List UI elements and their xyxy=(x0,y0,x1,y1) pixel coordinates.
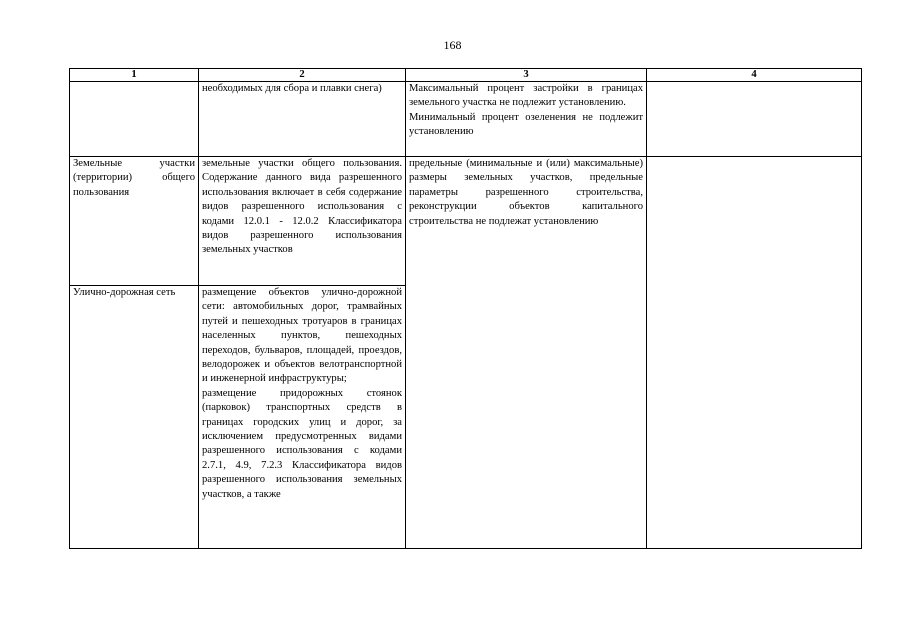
table-header-row xyxy=(70,69,862,82)
row1-col3-paragraph-1: Максимальный процент застройки в границах земельного участка не подлежит установлению. xyxy=(409,83,643,109)
row3-col1: Улично-дорожная сеть xyxy=(70,286,199,549)
row3-col2-paragraph-2: размещение придорожных стоянок (парковок) транспортных средств в границах городских улиц и дорог, за исключением предусмотренных видами разрешенного использования с кодами 2.7.1, 4.9, 7.2.3 Классификатора видов разрешенного использования земельных участков, а также xyxy=(202,387,402,500)
row1-col3 xyxy=(406,82,647,157)
header-col-3: 3 xyxy=(406,69,647,82)
row1-col1 xyxy=(70,82,199,157)
row2-col1: Земельные участки (территории) общего пользования xyxy=(70,157,199,286)
header-col-2: 2 xyxy=(199,69,406,82)
header-col-4: 4 xyxy=(647,69,862,82)
row1-col2: необходимых для сбора и плавки снега) xyxy=(199,82,406,157)
row2-col2: земельные участки общего пользования. Содержание данного вида разрешенного использования включает в себя содержание видов разрешенного использования с кодами 12.0.1 - 12.0.2 Классификатора видов разрешенного использования земельных участков xyxy=(199,157,406,286)
row3-col2 xyxy=(199,286,406,549)
row3-col2-paragraph-1: размещение объектов улично-дорожной сети: автомобильных дорог, трамвайных путей и пешеходных тротуаров в границах населенных пунктов, пешеходных переходов, бульваров, площадей, проездов, велодорожек и объектов велотранспортной и инженерной инфраструктуры; xyxy=(202,287,402,385)
document-table xyxy=(69,68,862,549)
page-number: 168 xyxy=(443,38,462,52)
row2-col4 xyxy=(647,157,862,549)
header-col-1: 1 xyxy=(70,69,199,82)
table-row xyxy=(70,82,862,157)
table-row xyxy=(70,157,862,286)
row2-col3: предельные (минимальные и (или) максимальные) размеры земельных участков, предельные параметры разрешенного строительства, реконструкции объектов капитального строительства не подлежат установлению xyxy=(406,157,647,549)
row1-col4 xyxy=(647,82,862,157)
row1-col3-paragraph-2: Минимальный процент озеленения не подлежит установлению xyxy=(409,111,643,138)
